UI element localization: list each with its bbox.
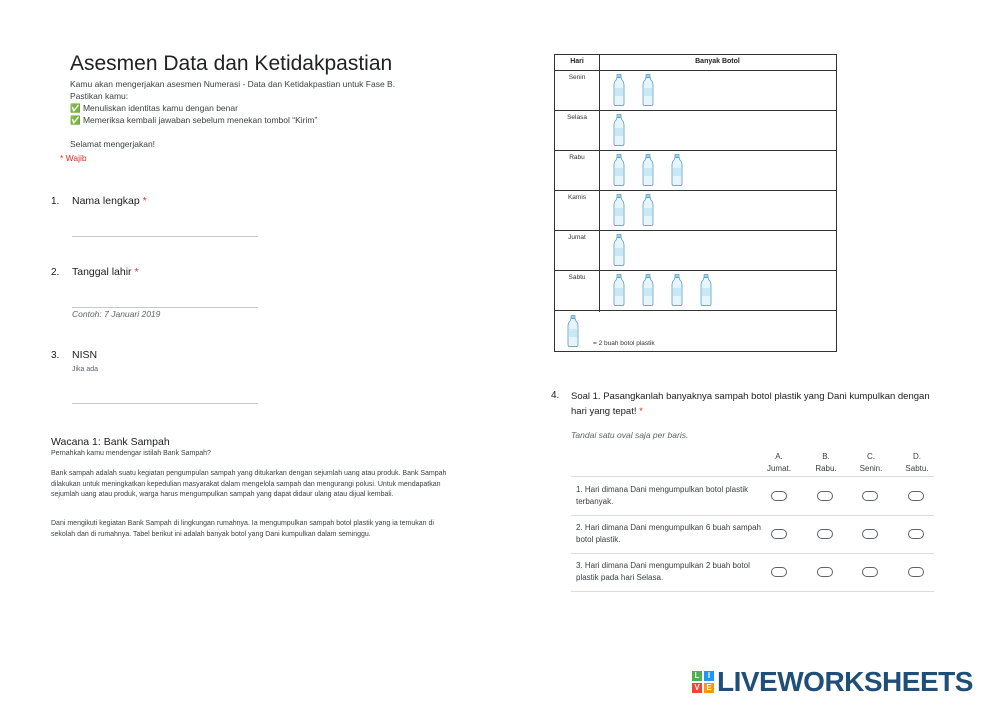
grid-hint: Tandai satu oval saja per baris.	[571, 430, 689, 440]
column-header	[762, 451, 796, 475]
radio-oval-a[interactable]	[771, 491, 787, 501]
pictograph-row	[555, 70, 836, 111]
radio-oval-c[interactable]	[862, 567, 878, 577]
question-number: 3.	[51, 350, 60, 361]
intro-line: Selamat mengerjakan!	[70, 139, 156, 149]
question-number: 4.	[551, 390, 560, 401]
logo-tile: L	[692, 671, 702, 681]
radio-oval-d[interactable]	[908, 529, 924, 539]
bottle-icon	[700, 274, 712, 306]
grid-row-label: 2. Hari dimana Dani mengumpulkan 6 buah sampah botol plastik.	[576, 523, 761, 544]
bottle-group	[613, 154, 683, 186]
intro-line: ✅ Menuliskan identitas kamu dengan benar	[70, 103, 238, 113]
radio-oval-d[interactable]	[908, 491, 924, 501]
question-label	[72, 349, 97, 361]
required-star: *	[142, 195, 147, 207]
column-day: Jumat.	[766, 464, 791, 473]
bottle-icon	[642, 274, 654, 306]
question-label	[72, 195, 147, 207]
required-note: * Wajib	[60, 153, 87, 163]
bottle-group	[613, 74, 654, 106]
bottle-icon	[642, 194, 654, 226]
grid-row	[571, 515, 934, 554]
bottle-icon	[613, 74, 625, 106]
intro-line: ✅ Memeriksa kembali jawaban sebelum menekan tombol “Kirim”	[70, 115, 318, 125]
pictograph-row	[555, 270, 836, 311]
bottle-icon	[671, 274, 683, 306]
wacana-paragraph: Bank sampah adalah suatu kegiatan pengumpulan sampah yang ditukarkan dengan sejumlah uang atau produk. Bank Sampah dilakukan untuk meningkatkan kepedulian masyarakat dalam mengelola sampah dan mengurangi polusi. Untuk mendapatkan sejumlah uang atau produk, warga harus mengumpulkan sampah yang dapat didaur ulang atau dijual kembali.	[51, 470, 447, 498]
bottle-icon	[613, 274, 625, 306]
nisn-subtext: Jika ada	[72, 366, 99, 373]
bottle-icon	[671, 154, 683, 186]
column-header	[854, 451, 888, 475]
pictograph-row	[555, 230, 836, 271]
radio-oval-c[interactable]	[862, 491, 878, 501]
column-letter: D.	[913, 452, 921, 461]
tanggal-lahir-input[interactable]	[72, 307, 258, 308]
grid-row-label: 1. Hari dimana Dani mengumpulkan botol plastik terbanyak.	[576, 485, 749, 506]
column-header	[900, 451, 934, 475]
table-header	[555, 55, 836, 71]
logo-tile: E	[704, 683, 714, 693]
required-star: *	[134, 266, 139, 278]
pictograph-row	[555, 190, 836, 231]
question-text: Soal 1. Pasangkanlah banyaknya sampah botol plastik yang Dani kumpulkan dengan hari yang tepat!	[571, 391, 930, 417]
logo-tile: V	[692, 683, 702, 693]
intro-line: Pastikan kamu:	[70, 91, 129, 101]
column-day: Sabtu.	[905, 464, 929, 473]
radio-oval-d[interactable]	[908, 567, 924, 577]
column-letter: A.	[775, 452, 783, 461]
intro-line	[70, 126, 395, 138]
column-header	[809, 451, 843, 475]
radio-oval-b[interactable]	[817, 567, 833, 577]
row-day: Sabtu	[568, 274, 586, 281]
column-letter: B.	[822, 452, 830, 461]
form-title: Asesmen Data dan Ketidakpastian	[70, 52, 393, 75]
bottle-icon	[613, 114, 625, 146]
question-number: 1.	[51, 196, 60, 207]
pictograph-row	[555, 110, 836, 151]
bottle-icon	[613, 234, 625, 266]
legend-text: = 2 buah botol plastik	[593, 340, 655, 347]
bottle-icon	[642, 154, 654, 186]
row-day: Jumat	[568, 234, 586, 241]
question-label	[72, 266, 139, 278]
header-day: Hari	[570, 58, 584, 65]
bottle-group	[613, 194, 654, 226]
wacana-paragraph: Dani mengikuti kegiatan Bank Sampah di lingkungan rumahnya. Ia mengumpulkan sampah botol plastik yang ia temukan di sekolah dan di rumahnya. Tabel berikut ini adalah banyak botol yang Dani kumpulkan dalam seminggu.	[51, 520, 434, 538]
liveworksheets-logo	[692, 668, 973, 696]
radio-oval-a[interactable]	[771, 529, 787, 539]
question-label	[571, 389, 931, 419]
bottle-group	[613, 234, 625, 266]
bottle-icon	[642, 74, 654, 106]
form-intro	[70, 78, 395, 150]
row-day: Kamis	[567, 194, 587, 201]
pictograph-row	[555, 150, 836, 191]
grid-row	[571, 477, 934, 516]
question-text: Nama lengkap	[72, 195, 140, 207]
question-number: 2.	[51, 267, 60, 278]
column-letter: C.	[867, 452, 875, 461]
column-day: Rabu.	[815, 464, 837, 473]
row-day: Rabu	[569, 154, 585, 161]
required-star: *	[639, 406, 643, 417]
column-day: Senin.	[859, 464, 883, 473]
logo-text: LIVEWORKSHEETS	[717, 666, 973, 697]
nisn-input[interactable]	[72, 403, 258, 404]
bottle-group	[613, 274, 712, 306]
header-count: Banyak Botol	[695, 58, 740, 65]
radio-oval-b[interactable]	[817, 491, 833, 501]
wacana-subtitle: Pernahkah kamu mendengar istilah Bank Sampah?	[51, 450, 211, 457]
bottle-icon	[613, 154, 625, 186]
radio-oval-b[interactable]	[817, 529, 833, 539]
grid-row-label: 3. Hari dimana Dani mengumpulkan 2 buah botol plastik pada hari Selasa.	[576, 561, 750, 582]
pictograph-table	[554, 54, 837, 352]
radio-oval-c[interactable]	[862, 529, 878, 539]
radio-oval-a[interactable]	[771, 567, 787, 577]
bottle-icon	[613, 194, 625, 226]
logo-icon	[692, 671, 714, 693]
wacana-title: Wacana 1: Bank Sampah	[51, 436, 170, 448]
pictograph-legend	[555, 312, 836, 352]
date-hint: Contoh: 7 Januari 2019	[72, 309, 161, 319]
row-day: Senin	[568, 74, 586, 81]
question-text: NISN	[72, 349, 98, 361]
logo-tile: I	[704, 671, 714, 681]
grid-row	[571, 553, 934, 592]
nama-lengkap-input[interactable]	[72, 236, 258, 237]
intro-line: Kamu akan mengerjakan asesmen Numerasi - Data dan Ketidakpastian untuk Fase B.	[70, 79, 396, 89]
question-text: Tanggal lahir	[72, 266, 132, 278]
row-day: Selasa	[567, 114, 587, 121]
legend-icon-wrap	[567, 315, 579, 347]
bottle-group	[613, 114, 625, 146]
bottle-icon	[567, 315, 579, 347]
